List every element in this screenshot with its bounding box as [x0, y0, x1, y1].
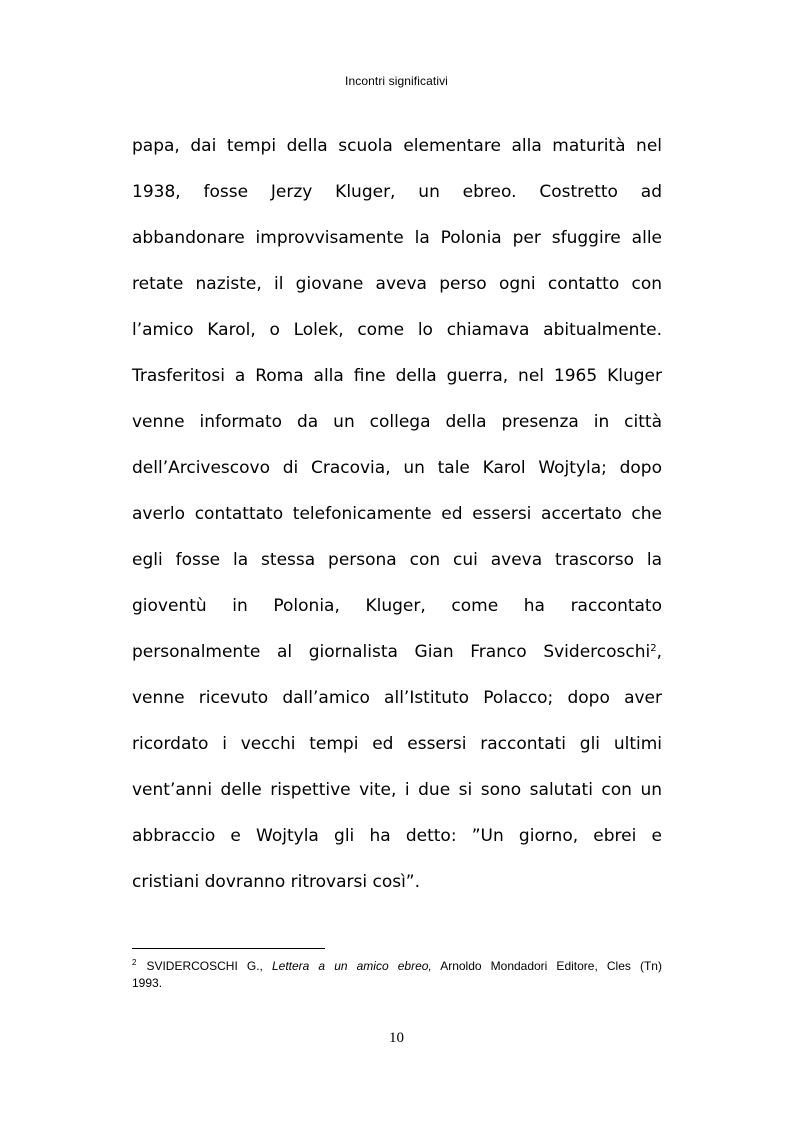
footnote-author: SVIDERCOSCHI G.,: [146, 959, 272, 973]
footnote-title: Lettera a un amico ebreo,: [271, 959, 432, 973]
body-line-with-footnote-ref: [132, 629, 662, 675]
footnote-line: [132, 958, 662, 975]
body-line-punctuation: ,: [656, 642, 662, 662]
body-line: abbandonare improvvisamente la Polonia per sfuggire alle: [132, 228, 662, 248]
body-line: dell’Arcivescovo di Cracovia, un tale Karol Wojtyla; dopo: [132, 458, 662, 478]
body-line: egli fosse la stessa persona con cui aveva trascorso la: [132, 550, 662, 570]
page-number: 10: [389, 1030, 404, 1046]
body-line: venne informato da un collega della presenza in città: [132, 412, 662, 432]
body-line: vent’anni delle rispettive vite, i due si sono salutati con un: [132, 780, 662, 800]
running-header: Incontri significativi: [345, 74, 448, 88]
body-line: ricordato i vecchi tempi ed essersi raccontati gli ultimi: [132, 734, 662, 754]
body-line: l’amico Karol, o Lolek, come lo chiamava abitualmente.: [132, 320, 662, 340]
body-line: cristiani dovranno ritrovarsi così”.: [132, 872, 421, 892]
body-line-text: personalmente al giornalista Gian Franco Svidercoschi: [132, 642, 651, 662]
body-paragraph: [132, 123, 662, 905]
body-line: retate naziste, il giovane aveva perso ogni contatto con: [132, 274, 662, 294]
body-line: venne ricevuto dall’amico all’Istituto Polacco; dopo aver: [132, 688, 662, 708]
body-line: papa, dai tempi della scuola elementare alla maturità nel: [132, 136, 662, 156]
footnote-reference[interactable]: 2: [650, 643, 657, 654]
body-line: averlo contattato telefonicamente ed essersi accertato che: [132, 504, 662, 524]
body-line: Trasferitosi a Roma alla fine della guerra, nel 1965 Kluger: [132, 366, 662, 386]
body-line: abbraccio e Wojtyla gli ha detto: ”Un giorno, ebrei e: [132, 826, 662, 846]
footnote-year: 1993.: [132, 976, 163, 990]
footnote-separator: [132, 948, 325, 949]
footnote-number: 2: [132, 958, 137, 967]
footnote: [132, 958, 662, 992]
body-line: 1938, fosse Jerzy Kluger, un ebreo. Costretto ad: [132, 182, 662, 202]
body-line: gioventù in Polonia, Kluger, come ha raccontato: [132, 596, 662, 616]
footnote-publisher: Arnoldo Mondadori Editore, Cles (Tn): [431, 959, 662, 973]
